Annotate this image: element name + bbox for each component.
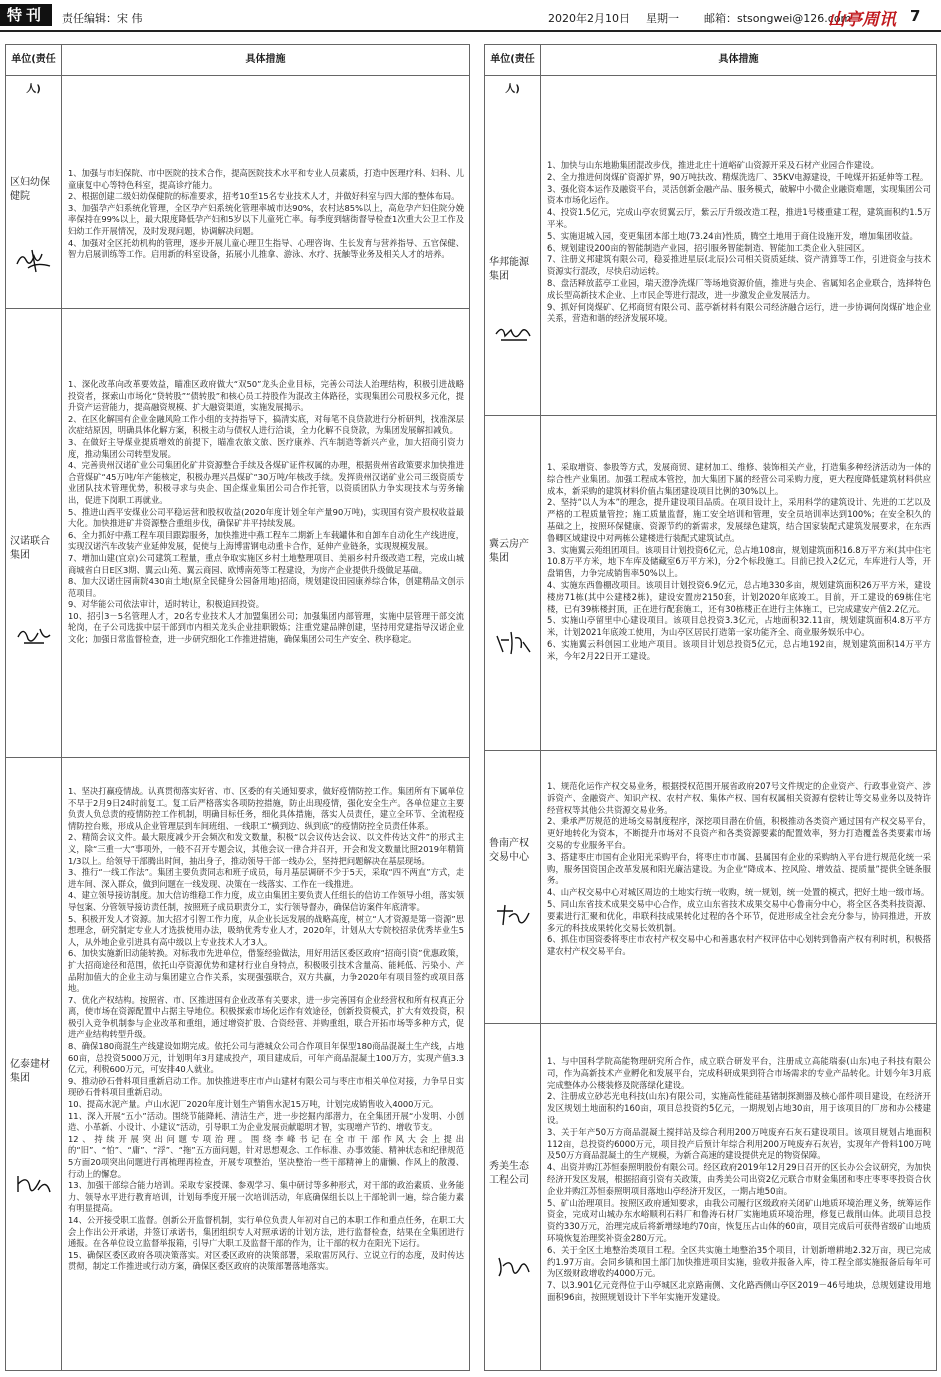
- unit-name: 亿泰建材集团: [10, 1059, 50, 1084]
- unit-cell: [485, 416, 541, 750]
- measure-item: 3、加强孕产妇系统化管理，全区孕产妇系统化管理率城市达90%，农村达85%以上，高危孕产妇住院分娩率保持在99%以上，最大限度降低孕产妇和5岁以下儿童死亡率。每季度到辖街督导检查1次重大公卫工作及妇幼工作开展情况，及时发现问题，协调解决问题。: [68, 202, 464, 236]
- measure-item: 13、加强干部综合能力培训。采取专家授课、参观学习、集中研讨等多种形式，对干部的政治素质、业务能力、领导水平进行教育培训，计划每季度开展一次培训活动，年底确保组长以上干部轮训一遍，综合能力素有明显提高。: [68, 1180, 464, 1214]
- header-measures: 具体措施: [718, 54, 759, 65]
- measure-item: 1、与中国科学院高能物理研究所合作，成立联合研发平台，注册成立高能瑞泰(山东)电子科技有限公司，作为高新技术产业孵化和发展平台，完成科研成果到符合市场需求的专业产品转化。计划今年3月底完成整体办公楼装修及院落绿化建设。: [547, 1056, 931, 1090]
- header-unit: 单位(责任人): [485, 45, 541, 75]
- measure-item: 4、实施东西鲁棚改项目。该项目计划投资6.9亿元，总占地330多亩，规划建筑面积26万平方米，建设楼房71栋(其中公建楼2栋)，建设安置房2150套，计划2020年底竣工。目前，开工建设的69栋住宅楼，已有39栋楼封顶，正在进行配套施工，还有30栋楼正在进行主体施工，已完成建安产值2.2亿元。: [547, 579, 931, 614]
- unit-name: 冀云房产集团: [489, 539, 529, 564]
- measure-item: 11、深入开展“五小”活动。围绕节能降耗、清洁生产，进一步挖掘内部潜力，在全集团开展“小发明、小创造、小革新、小设计、小建议”活动，引导职工为企业发展贡献聪明才智，实现增产节约、增收节支。: [68, 1110, 464, 1133]
- measure-item: 9、抓好何岗煤矿、亿邦商贸有限公司、蓝亭新材料有限公司经济融合运行，进一步协调何岗煤矿地企业关系，营造和谐的经济发展环境。: [547, 301, 931, 324]
- measure-item: 12、持续开展突出问题专项治理。围绕李峰书记在全市干部作风大会上提出的“旧”、“怕”、“庸”、“浮”、“拖”五方面问题，针对思想观念、工作标准、办事效能、精神状态和纪律规范5方面20项突出问题进行再梳理再检查，开展专项整治，坚决整治一些干部精神上的庸懒、作风上的散漫、行动上的懈怠。: [68, 1133, 464, 1179]
- measure-item: 4、出资并购江苏恒泰照明股份有限公司。经区政府2019年12月29日召开的区长办公会议研究，为加快经济开发区发展，根据招商引资有关政策，由秀美公司出资2亿元联合市财金集团和枣庄枣枣枣投资合伙企业并购江苏恒泰照明项目落地山亭经济开发区，一期占地50亩。: [547, 1162, 931, 1196]
- measure-item: 1、深化改革向改革要效益，瞄准区政府做大“双50”龙头企业目标，完善公司法人治理结构，积极引进战略投资者，探索山市场化“贷转股”“债转股”和核心员工持股作为混改主体路径，实现集团公司股权多元化，提升资产运营能力，提高融资规模、扩大融资渠道，实施发展揭示。: [68, 379, 464, 413]
- page-number: 7: [910, 7, 921, 25]
- table-row: [485, 416, 936, 751]
- measure-item: 8、加大汉诺庄园南院430亩土地(原全民健身公园备用地)招商，规划建设田园康养综合体，创建精品文创示范项目。: [68, 576, 464, 598]
- measures-list: [68, 786, 464, 1273]
- measures-list: [68, 168, 464, 261]
- measure-item: 4、建立领导接访制度。加大信访维稳工作力度，成立由集团主要负责人任组长的信访工作领导小组，落实领导包案、分管领导接访责任制，按照班子成员职责分工，实行领导督办，确保信访案件年底清零。: [68, 890, 464, 912]
- measure-item: 14、公开接受职工监督。创新公开监督机制，实行单位负责人年初对自己的本职工作和重点任务，在职工大会上作出公开承诺，并签订承诺书，集团组织专人对照承诺的计划方法，进行监督检查，结果在全集团进行通报。在各单位设立监督举报箱，引导广大职工及监督干部的作为，让干部的权力在阳光下运行。: [68, 1214, 464, 1249]
- measure-item: 6、实施翼云科创园工业地产项目。该项目计划总投资5亿元，总占地192亩，规划建筑面积14万平方米，今年2月22日开工建设。: [547, 638, 931, 661]
- measure-item: 2、根据创建二级妇幼保健院的标准要求，招考10至15名专业技术人才，并做好科室与四大部的整体布局。: [68, 191, 460, 202]
- measure-item: 6、全力抓好中燕工程车项目跟踪服务，加快推进中燕工程车二期新上车载罐体和自卸车自动化生产线进度，实现汉诺汽车改装产业延伸发展，促使与上海博雷钢电动重卡合作，延伸产业链条，实现规模发展。: [68, 529, 464, 552]
- measure-item: 10、招引3－5名管理人才，20名专业技术人才加盟集团公司；加强集团内部管理，实施中层管理干部交流轮岗，在子公司选拔中层干部到市内相关龙头企业挂职锻炼；注重党建品牌创建，坚持用党建指导汉诺企业文化；加强日常监督检查，进一步研究细化工作推进措施，确保集团公司生产安全、秩序稳定。: [68, 610, 464, 645]
- unit-cell: [485, 751, 541, 1023]
- measure-item: 2、秉承严厉规范的进场交易制度程序，深挖项目潜在价值，积极推动各类资产通过国有产权交易平台，更好地转化为资本，不断提升市场对不良资产和各类资源要素的配置效率，努力打造覆盖各类要素市场交易的专业服务平台。: [547, 816, 931, 850]
- measure-item: 1、采取增资、参股等方式，发展商贸、建材加工、维修、装饰相关产业，打造集多种经济活动为一体的综合性产业集团。加强工程成本管控，加大集团下属的经营公司采购力度，更大程度降低建筑材料供应成本，新采购的建筑材料价值占集团建设项目比例的30%以上。: [547, 462, 931, 496]
- measure-item: 3、关于年产50万方商品混凝土搅拌站及综合利用200万吨废弃石灰石建设项目。该项目规划占地面积112亩，总投资约6000万元，项目投产后预计年综合利用200万吨废弃石灰岩，实现年产骨料100万吨及50万方商品混凝土的生产规模，为新合高速的建设提供充足的物资保障。: [547, 1126, 931, 1161]
- measure-item: 1、规范化运作产权交易业务，根据授权范围开展省政府207号文件规定的企业资产、行政事业资产、涉诉资产、金融资产、知识产权、农村产权、集体产权、国有权属相关资源有偿转让等交易业务以及特许经营权等其他公共资源交易业务。: [547, 781, 931, 815]
- signature-image: [14, 1170, 54, 1198]
- measure-item: 4、山产权交易中心对城区周边的土地实行统一收购，统一规划，统一处置的模式，把好土地一级市场。: [547, 887, 930, 898]
- measure-item: 5、实施山亭留里中心建设项目。该项目总投资3.3亿元，占地面积32.11亩，规划建筑面积4.8万平方米，计划2021年底竣工使用，为山亭区居民打造第一家功能齐全、商业服务娱乐中心。: [547, 615, 931, 638]
- measure-item: 5、矿山治理项目。按照区政府通知要求，由我公司履行区级政府关闭矿山地质环境治理义务，统筹运作资金，完成对山城办东水峪顺利石料厂和鲁涛石材厂实施地质环境治理，修复已裁削山体。此项目总投资约330万元，治理完成后将新增绿地约70亩，恢复压占山体的60亩，项目完成后可获得省级矿山地质环境恢复治理奖补资金280万元。: [547, 1197, 931, 1243]
- measure-item: 8、盘活释放蓝亭工业园，瑞天澄净洗煤厂等场地资源价值，推进与央企、省属知名企业联合，选择特色成长型高新技术企业、上市民企等进行混改，进一步激发企业发展活力。: [547, 277, 931, 300]
- measure-item: 6、抓住市国资委将枣庄市农村产权交易中心和善惠农村产权评估中心划转到鲁南产权有利时机，积极搭建农村产权交易平台。: [547, 934, 931, 957]
- masthead: [0, 0, 941, 32]
- issue-weekday: 星期一: [646, 12, 679, 25]
- measure-item: 6、关于全区土地整治类项目工程。全区共实施土地整治35个项目，计划新增耕地2.32万亩，现已完成约1.97万亩。会同乡镇和国土部门加快推进项目实施，验收并报备入库，待工程全部实施报备后每年可为区级财政增收约4000万元。: [547, 1244, 931, 1279]
- signature-image: [14, 621, 54, 649]
- measure-item: 10、提高水泥产量。卢山水泥厂2020年度计划生产销售水泥15万吨，计划完成销售收入4000万元。: [68, 1099, 439, 1110]
- unit-name: 秀美生态工程公司: [489, 1161, 529, 1186]
- measures-list: [547, 462, 931, 663]
- table-header: [6, 45, 469, 95]
- signature-image: [493, 320, 533, 348]
- measures-list: [547, 160, 931, 325]
- unit-name: 华邦能源集团: [489, 257, 529, 282]
- measures-list: [547, 781, 931, 958]
- measure-item: 1、加强与市妇保院、市中医院的技术合作，提高医院技术水平和专业人员素质，打造中医理疗科、妇科、儿童康复中心等特色科室，提高诊疗能力。: [68, 168, 464, 190]
- unit-cell: [6, 758, 62, 1370]
- measure-item: 9、对华能公司依法审计，适时转让，积极追回投资。: [68, 599, 265, 610]
- measures-table-right: [484, 44, 937, 1371]
- measure-item: 4、投资1.5亿元，完成山亭农贸翼云厅，紫云厅升级改造工程，推进1号楼重建工程，建筑面积约1.5万平米。: [547, 207, 931, 229]
- header-unit: 单位(责任人): [6, 45, 62, 75]
- measures-table-left: [5, 44, 470, 1371]
- measure-item: 7、增加山建(宜京)公司建筑工程量，重点争取实施区乡村土地整理项目、美丽乡村升级改造工程，完成山城商城省白日E区3期、翼云山苑、翼云商园、欧博南苑等工程建设，为房产企业提供升级做足基础。: [68, 552, 464, 575]
- measure-item: 2、在区化解国有企业金融风险工作小组的支持指导下，搞清实底，对每笔不良贷款进行分析研判，找准深层次症结原因，明确具体化解方案，积极主动与债权人进行洽谈，全力化解不良贷款，为集团发展解扣减负。: [68, 413, 464, 436]
- measure-item: 3、在做好主导煤业提质增效的前提下，瞄准农旅文旅、医疗康养、汽车制造等新兴产业，加大招商引资力度，推动集团公司转型发展。: [68, 436, 464, 459]
- measures-list: [547, 1056, 931, 1304]
- section-tab: 特刊: [0, 4, 52, 26]
- measure-item: 3、实施翼云苑组团项目。该项目计划投资6亿元，总占地108亩，规划建筑面积16.8万平方米(其中住宅10.8万平方米，地下车库及储藏室6万平方米)，分2个标段施工。目前已投入2亿元，车库进行人等，开盘销售，力争完成销售率50%以上。: [547, 544, 931, 579]
- measure-item: 2、坚持“以人为本”的理念，提升建设项目品质。在项目设计上，采用科学的建筑设计、先进的工艺以及严格的工程质量管控；施工质量监督，施工安全培训和管理，安全员培训率达到100%；在安全积久的基础之上，按照环保健康、资源节约的新需求，发展绿色建筑，结合国家装配式建筑发展要求，在东西鲁卿区域建设中对两栋公建楼进行装配式建筑试点。: [547, 497, 931, 543]
- measure-item: 4、完善贵州汉诺矿业公司集团化矿井资源整合手续及各煤矿证件权属的办理，根据贵州省政策要求加快推进合营煤矿“45万吨/年产能核定，积极办理兴昌煤矿“30万吨/年核改手续。发挥贵州汉诺矿业公司三级资质专业团队技术管理优势，积极寻求与央企、国企煤业集团公司合作托管，以资质团队力争实现技术与劳务输出，促进下岗职工再就业。: [68, 460, 464, 505]
- measure-item: 3、强化资本运作及融资平台，灵活创新金融产品、服务模式，破解中小微企业融资难题，实现集团公司资本市场化运作。: [547, 183, 931, 206]
- unit-name: 鲁南产权交易中心: [489, 838, 529, 863]
- issue-date: 2020年2月10日: [548, 12, 630, 25]
- measure-item: 3、搭建枣庄市国有企业阳光采购平台，将枣庄市市属、县属国有企业的采购纳入平台进行规范化统一采购，服务国资国企改革发展和阳光廉洁建设。为企业“降成本、控风险、增效益、提质量”提供全链条服务。: [547, 851, 931, 886]
- measure-item: 8、确保180商混生产线建设如期完成。依托公司与港城众公司合作项目年保型180商品混凝土生产线，占地60亩，总投资5000万元，计划明年3月建成投产，项目建成后，可年产商品混凝土100万方，实现产值3.3亿元，利税600万元，可安排40人就业。: [68, 1041, 464, 1075]
- unit-cell: [6, 76, 62, 308]
- measure-item: 7、优化产权结构。按照省、市、区推进国有企业改革有关要求，进一步完善国有企业经营权和所有权真正分离，使市场在资源配置中占据主导地位。积极探索市场化运作有效途径，创新投资模式，扩大有效投资，积极引入竞争机制参与企业改革和重组，通过增资扩股、合资经营、并购重组，联合开拓市场等多种方式，促进产业结构转型升级。: [68, 994, 464, 1040]
- measure-item: 2、注册成立砂芯光电科技(山东)有限公司，实施高性能硅基锗制探测器及核心部件项目建设，在经济开发区规划土地面积约160亩，项目总投资约5亿元，一期规划占地30亩，用于该项目的厂房和办公楼建设。: [547, 1091, 931, 1125]
- measure-item: 4、加强对全区托幼机构的管理，逐步开展儿童心理卫生指导、心理咨询、生长发育与营养指导、五官保健、智力启展训练等工作。启用新的科室设备，拓展小儿推拿、游泳、水疗、抚触等业务及相关人才的培养。: [68, 237, 464, 260]
- measure-item: 2、全力推进何岗煤矿资源扩界，90万吨扶改、精煤洗选厂、35KV电源建设，千吨煤开拓延伸等工程。: [547, 171, 929, 182]
- header-measures: 具体措施: [245, 54, 286, 65]
- signature-image: [493, 901, 533, 929]
- editor-credit: 责任编辑：宋 伟: [62, 12, 143, 25]
- measure-item: 6、规划建设200亩的智能制造产业园，招引服务智能制造、智能加工类企业入驻园区。: [547, 242, 870, 253]
- contact-email: 邮箱：stsongwei@126.com: [704, 12, 852, 25]
- signature-image: [14, 246, 54, 274]
- unit-name: 区妇幼保健院: [10, 177, 50, 202]
- measure-item: 5、同山东省技术成果交易中心合作，成立山东省技术成果交易中心鲁南分中心，将全区各类科技资源、要素进行汇聚和优化，串联科技成果转化过程的各个环节，促进形成全社会充分参与，协同推进，开放多元的科技成果转化交易长效机制。: [547, 898, 931, 933]
- measure-item: 1、坚决打赢疫情战。认真贯彻落实好省、市、区委的有关通知要求，做好疫情防控工作。集团所有下属单位不早于2月9日24时前复工。复工后严格落实各项防控措施，防止出现疫情，强化安全生产。各单位建立主要负责人负总责的疫情防控工作机制，明确目标任务，细化具体措施，落实人员责任，建立全环节、全流程疫情防控台账，形成从企业管理层到车间班组、一线职工“横到边、纵到底”的疫情防控全员责任体系。: [68, 786, 464, 831]
- table-header: [485, 45, 936, 95]
- measure-item: 5、实施退城入园，变更集团本部土地(73.24亩)性质，腾空土地用于商住设施开发，增加集团收益。: [547, 230, 918, 241]
- measure-item: 7、以3.901亿元竞得位于山亭城区北京路南侧、文化路西侧山亭区2019－46号地块，总规划建设用地面积96亩，按照规划设计下半年实施开发建设。: [547, 1280, 931, 1302]
- newspaper-logo: 山亭周讯: [828, 10, 896, 30]
- measure-item: 7、注册义邦建筑有限公司，稳妥推进星辰(北辰)公司相关资质延续、资产清算等工作，引进资金与技术资源实行混改，尽快启动运转。: [547, 254, 931, 277]
- measure-item: 6、加快实施新旧动能转换。对标我市先进单位，借鉴经验做法，用好用活区委区政府“招商引资”优惠政策，扩大招商途径和范围，依托山亭资源优势和建材行业自身特点，积极吸引技术含量高、能耗低、污染小、产品附加值大的企业主动与集团建立合作关系，实现强强联合，双方共赢，力争2020年有项目签约或项目落地。: [68, 948, 464, 994]
- measure-item: 5、推进山西平安煤业公司平稳运营和股权收益(2020年度计划全年产量90万吨)，实现国有资产股权收益最大化。加快推进矿井资源整合重组步伐，确保矿井平持续发展。: [68, 506, 464, 529]
- measure-item: 1、加快与山东地勘集团混改步伐，推进北庄十道峪矿山资源开采及石材产业园合作建设。: [547, 160, 879, 170]
- signature-image: [493, 1252, 533, 1280]
- measure-item: 2、精简会议文件。最大限度减少开会频次和发文数量，积极“以会议传达会议、以文件传达文件”的形式主义，除“三重一大”事项外，一般不召开专题会议，其他会议一律合并召开，开会和发文数量比照2019年精简1/3以上。给领导干部腾出时间，抽出身子，推动领导干部一线办公，坚持把问题解决在基层现场。: [68, 832, 464, 866]
- table-row: [485, 76, 936, 416]
- unit-cell: [485, 1024, 541, 1370]
- table-row: [485, 1024, 936, 1370]
- table-row: [6, 758, 469, 1370]
- measure-item: 3、推行“一线工作法”。集团主要负责同志和班子成员，每月基层调研不少于5天，采取“四不两直”方式，走进车间、深入群众，做到问题在一线发现、决策在一线落实、工作在一线推进。: [68, 867, 464, 889]
- table-row: [6, 76, 469, 309]
- measure-item: 5、积极开发人才资源。加大招才引智工作力度，从企业长远发展的战略高度，树立“人才资源是第一资源”思想理念，研究制定专业人才选拔使用办法，吸纳优秀专业人才，2020年，计划从大专院校招录优秀毕业生5人，从外地企业引进具有高中级以上专业技术人才3人。: [68, 913, 464, 947]
- table-row: [485, 751, 936, 1024]
- unit-cell: [6, 309, 62, 757]
- measures-list: [68, 379, 464, 646]
- signature-image: [493, 628, 533, 656]
- table-row: [6, 309, 469, 758]
- measure-item: 9、推动砂石骨料项目重新启动工作。加快推进枣庄市卢山建材有限公司与枣庄市相关单位对接，力争早日实现砂石骨料项目重新启动。: [68, 1075, 464, 1098]
- measure-item: 15、确保区委区政府各项决策落实。对区委区政府的决策部署，采取雷厉风行、立说立行的态度，及时传达贯彻，制定工作推进或行动方案，确保区委区政府的决策部署落地落实。: [68, 1249, 464, 1272]
- unit-name: 汉诺联合集团: [10, 536, 50, 561]
- unit-cell: [485, 76, 541, 415]
